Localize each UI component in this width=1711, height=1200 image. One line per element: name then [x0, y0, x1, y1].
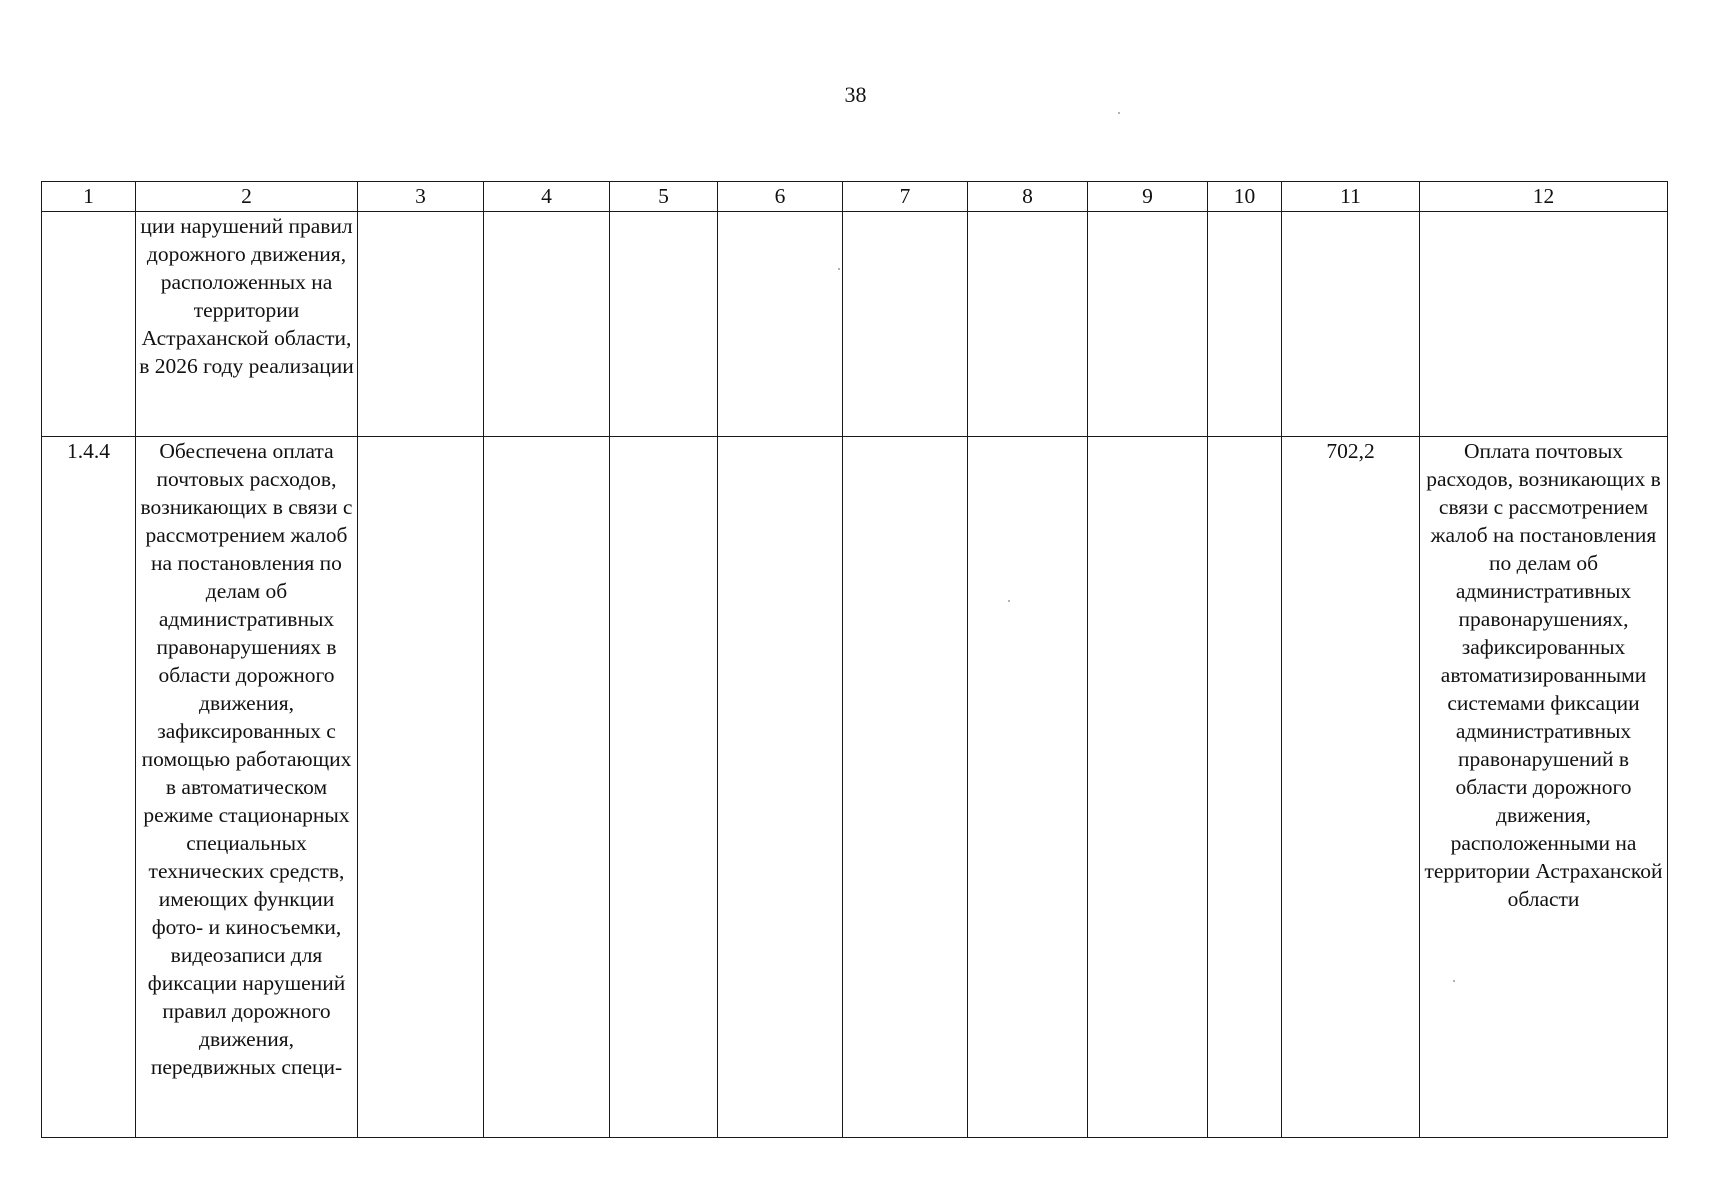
column-header: 3: [358, 182, 484, 212]
column-header: 8: [968, 182, 1088, 212]
event-description-cell: ции нарушений правил дорожного движения, расположенных на территории Астраханской области, в 2026 году реализации: [136, 212, 358, 437]
column-header: 1: [42, 182, 136, 212]
column-header: 6: [718, 182, 843, 212]
table-row: [42, 437, 1668, 1138]
data-table: [41, 181, 1668, 1138]
table-header-row: [42, 182, 1668, 212]
table-cell: [718, 437, 843, 1138]
column-header: 11: [1282, 182, 1420, 212]
column-header: 4: [484, 182, 610, 212]
scan-speck: [1118, 112, 1120, 114]
amount-cell: [1282, 212, 1420, 437]
table-cell: [358, 212, 484, 437]
table-cell: [1088, 212, 1208, 437]
table-cell: [610, 212, 718, 437]
table-cell: [843, 437, 968, 1138]
table-cell: [968, 212, 1088, 437]
result-description-cell: [1420, 212, 1668, 437]
column-header: 9: [1088, 182, 1208, 212]
result-description-cell: Оплата почтовых расходов, возникающих в связи с рассмотрением жалоб на постановления по делам об административных правонарушениях, зафиксированных автоматизированными системами фиксации административных правонарушений в области дорожного движения, расположенными на территории Астраханской области: [1420, 437, 1668, 1138]
column-header: 10: [1208, 182, 1282, 212]
column-header: 2: [136, 182, 358, 212]
column-header: 7: [843, 182, 968, 212]
column-header: 12: [1420, 182, 1668, 212]
table-cell: [968, 437, 1088, 1138]
table-cell: [1208, 212, 1282, 437]
table-cell: [1208, 437, 1282, 1138]
row-number-cell: [42, 212, 136, 437]
page-number: 38: [844, 82, 867, 107]
table-cell: [358, 437, 484, 1138]
table-row: [42, 212, 1668, 437]
table-cell: [484, 437, 610, 1138]
row-number-cell: 1.4.4: [42, 437, 136, 1138]
amount-cell: 702,2: [1282, 437, 1420, 1138]
table-cell: [610, 437, 718, 1138]
table-cell: [718, 212, 843, 437]
table-cell: [1088, 437, 1208, 1138]
event-description-cell: Обеспечена оплата почтовых расходов, возникающих в связи с рассмотрением жалоб на постановления по делам об административных правонарушениях в области дорожного движения, зафиксированных с помощью работающих в автоматическом режиме стационарных специальных технических средств, имеющих функции фото- и киносъемки, видеозаписи для фиксации нарушений правил дорожного движения, передвижных специ-: [136, 437, 358, 1138]
table-cell: [484, 212, 610, 437]
column-header: 5: [610, 182, 718, 212]
table-cell: [843, 212, 968, 437]
